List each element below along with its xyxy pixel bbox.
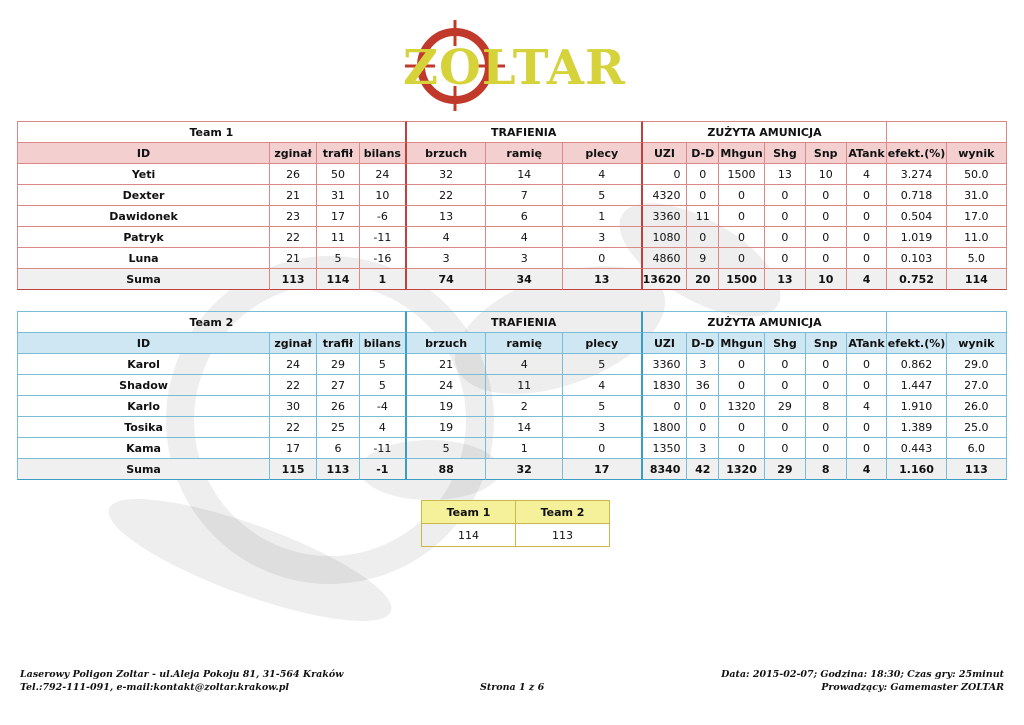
cell-d-d: 9 xyxy=(687,248,719,269)
cell-plecy: 4 xyxy=(563,164,643,185)
team1-header-row xyxy=(17,143,1007,164)
table-row xyxy=(17,354,1007,375)
footer-right xyxy=(721,668,1004,694)
cell-trafi-: 26 xyxy=(317,396,360,417)
team1-header-mhgun: Mhgun xyxy=(719,143,765,164)
cell-wynik: 11.0 xyxy=(947,227,1007,248)
team2-header-rami-: ramię xyxy=(486,333,563,354)
cell-atank: 0 xyxy=(847,375,888,396)
cell-zgina-: 22 xyxy=(270,375,317,396)
cell-wynik: 29.0 xyxy=(947,354,1007,375)
cell-brzuch: 21 xyxy=(407,354,487,375)
team2-header-trafi-: trafił xyxy=(317,333,360,354)
cell-d-d: 0 xyxy=(687,185,719,206)
cell-atank: 0 xyxy=(847,227,888,248)
result-table xyxy=(421,500,610,547)
cell-mhgun: 0 xyxy=(719,206,765,227)
cell-rami-: 1 xyxy=(486,438,563,459)
cell-trafi-: 31 xyxy=(317,185,360,206)
cell-d-d: 0 xyxy=(687,164,719,185)
cell-snp: 10 xyxy=(806,164,847,185)
cell-snp: 0 xyxy=(806,438,847,459)
cell-atank: 4 xyxy=(847,164,888,185)
team1-header-efekt-: efekt.(%) xyxy=(887,143,946,164)
cell-atank: 4 xyxy=(847,269,888,290)
player-id: Luna xyxy=(17,248,270,269)
cell-plecy: 3 xyxy=(563,227,643,248)
cell-snp: 8 xyxy=(806,459,847,480)
table-row xyxy=(17,417,1007,438)
cell-rami-: 6 xyxy=(486,206,563,227)
cell-efekt-: 1.389 xyxy=(887,417,946,438)
team1-header-plecy: plecy xyxy=(563,143,643,164)
cell-brzuch: 5 xyxy=(407,438,487,459)
cell-trafi-: 25 xyxy=(317,417,360,438)
cell-d-d: 3 xyxy=(687,438,719,459)
player-id: Dexter xyxy=(17,185,270,206)
cell-rami-: 11 xyxy=(486,375,563,396)
team2-header-atank: ATank xyxy=(847,333,888,354)
team2-title: Team 2 xyxy=(17,311,407,333)
cell-atank: 0 xyxy=(847,417,888,438)
cell-trafi-: 27 xyxy=(317,375,360,396)
cell-shg: 0 xyxy=(765,248,806,269)
cell-mhgun: 0 xyxy=(719,438,765,459)
cell-efekt-: 3.274 xyxy=(887,164,946,185)
cell-atank: 0 xyxy=(847,354,888,375)
cell-mhgun: 1500 xyxy=(719,269,765,290)
team2-header-mhgun: Mhgun xyxy=(719,333,765,354)
cell-trafi-: 11 xyxy=(317,227,360,248)
cell-zgina-: 23 xyxy=(270,206,317,227)
cell-wynik: 113 xyxy=(947,459,1007,480)
team1-ammo-group: ZUŻYTA AMUNICJA xyxy=(643,121,888,143)
team2-title-blank xyxy=(887,311,1007,333)
team1-sum-row xyxy=(17,269,1007,290)
team1-header-zgina-: zginał xyxy=(270,143,317,164)
cell-trafi-: 50 xyxy=(317,164,360,185)
cell-uzi: 1080 xyxy=(643,227,688,248)
cell-brzuch: 4 xyxy=(407,227,487,248)
team2-header-bilans: bilans xyxy=(360,333,407,354)
cell-zgina-: 22 xyxy=(270,227,317,248)
cell-wynik: 6.0 xyxy=(947,438,1007,459)
result-header-team2: Team 2 xyxy=(516,501,610,524)
team1-title: Team 1 xyxy=(17,121,407,143)
cell-bilans: 24 xyxy=(360,164,407,185)
cell-mhgun: 0 xyxy=(719,354,765,375)
cell-shg: 13 xyxy=(765,269,806,290)
cell-wynik: 114 xyxy=(947,269,1007,290)
cell-d-d: 11 xyxy=(687,206,719,227)
cell-zgina-: 21 xyxy=(270,248,317,269)
cell-brzuch: 19 xyxy=(407,417,487,438)
cell-mhgun: 0 xyxy=(719,185,765,206)
cell-wynik: 25.0 xyxy=(947,417,1007,438)
table-row xyxy=(17,164,1007,185)
team2-header-uzi: UZI xyxy=(643,333,688,354)
cell-brzuch: 32 xyxy=(407,164,487,185)
result-value-team2: 113 xyxy=(516,524,610,547)
team1-header-id: ID xyxy=(17,143,270,164)
zoltar-logo xyxy=(395,16,630,111)
player-id: Suma xyxy=(17,269,270,290)
cell-bilans: 5 xyxy=(360,354,407,375)
cell-efekt-: 1.447 xyxy=(887,375,946,396)
cell-plecy: 3 xyxy=(563,417,643,438)
cell-plecy: 5 xyxy=(563,396,643,417)
cell-rami-: 2 xyxy=(486,396,563,417)
table-row xyxy=(17,396,1007,417)
cell-shg: 29 xyxy=(765,396,806,417)
team2-header-id: ID xyxy=(17,333,270,354)
cell-rami-: 7 xyxy=(486,185,563,206)
cell-rami-: 3 xyxy=(486,248,563,269)
team1-header-d-d: D-D xyxy=(687,143,719,164)
team1-header-rami-: ramię xyxy=(486,143,563,164)
cell-bilans: -11 xyxy=(360,438,407,459)
team2-header-snp: Snp xyxy=(806,333,847,354)
cell-shg: 0 xyxy=(765,227,806,248)
cell-d-d: 36 xyxy=(687,375,719,396)
player-id: Kama xyxy=(17,438,270,459)
player-id: Dawidonek xyxy=(17,206,270,227)
cell-snp: 0 xyxy=(806,354,847,375)
cell-snp: 0 xyxy=(806,248,847,269)
cell-mhgun: 0 xyxy=(719,375,765,396)
cell-shg: 13 xyxy=(765,164,806,185)
cell-brzuch: 3 xyxy=(407,248,487,269)
cell-d-d: 0 xyxy=(687,227,719,248)
cell-rami-: 14 xyxy=(486,164,563,185)
cell-zgina-: 113 xyxy=(270,269,317,290)
team2-header-wynik: wynik xyxy=(947,333,1007,354)
team1-table xyxy=(17,121,1007,290)
cell-trafi-: 6 xyxy=(317,438,360,459)
cell-brzuch: 19 xyxy=(407,396,487,417)
cell-brzuch: 24 xyxy=(407,375,487,396)
cell-rami-: 14 xyxy=(486,417,563,438)
cell-wynik: 5.0 xyxy=(947,248,1007,269)
cell-trafi-: 114 xyxy=(317,269,360,290)
cell-atank: 0 xyxy=(847,438,888,459)
cell-plecy: 5 xyxy=(563,185,643,206)
table-row xyxy=(17,375,1007,396)
player-id: Karlo xyxy=(17,396,270,417)
team1-header-shg: Shg xyxy=(765,143,806,164)
player-id: Tosika xyxy=(17,417,270,438)
team1-title-blank xyxy=(887,121,1007,143)
team1-header-snp: Snp xyxy=(806,143,847,164)
logo-text: ZOLTAR xyxy=(403,40,626,96)
cell-rami-: 32 xyxy=(486,459,563,480)
table-row xyxy=(17,206,1007,227)
team1-header-wynik: wynik xyxy=(947,143,1007,164)
cell-snp: 0 xyxy=(806,417,847,438)
cell-plecy: 5 xyxy=(563,354,643,375)
cell-bilans: 4 xyxy=(360,417,407,438)
cell-mhgun: 0 xyxy=(719,417,765,438)
cell-mhgun: 1320 xyxy=(719,396,765,417)
cell-efekt-: 0.504 xyxy=(887,206,946,227)
cell-d-d: 0 xyxy=(687,417,719,438)
cell-mhgun: 0 xyxy=(719,248,765,269)
cell-snp: 10 xyxy=(806,269,847,290)
cell-uzi: 8340 xyxy=(643,459,688,480)
cell-trafi-: 5 xyxy=(317,248,360,269)
team2-header-efekt-: efekt.(%) xyxy=(887,333,946,354)
cell-uzi: 4320 xyxy=(643,185,688,206)
footer-address: Laserowy Poligon Zoltar - ul.Aleja Pokoju 81, 31-564 Kraków xyxy=(20,669,344,680)
cell-rami-: 4 xyxy=(486,354,563,375)
team1-header-atank: ATank xyxy=(847,143,888,164)
cell-plecy: 17 xyxy=(563,459,643,480)
cell-plecy: 0 xyxy=(563,438,643,459)
cell-shg: 0 xyxy=(765,206,806,227)
team1-header-uzi: UZI xyxy=(643,143,688,164)
cell-mhgun: 1500 xyxy=(719,164,765,185)
table-row xyxy=(17,185,1007,206)
cell-uzi: 0 xyxy=(643,164,688,185)
cell-trafi-: 17 xyxy=(317,206,360,227)
cell-efekt-: 0.752 xyxy=(887,269,946,290)
team2-sum-row xyxy=(17,459,1007,480)
cell-mhgun: 0 xyxy=(719,227,765,248)
team1-header-brzuch: brzuch xyxy=(407,143,487,164)
cell-zgina-: 24 xyxy=(270,354,317,375)
team2-header-plecy: plecy xyxy=(563,333,643,354)
cell-snp: 0 xyxy=(806,206,847,227)
cell-uzi: 1350 xyxy=(643,438,688,459)
cell-bilans: -6 xyxy=(360,206,407,227)
cell-bilans: 1 xyxy=(360,269,407,290)
cell-atank: 0 xyxy=(847,185,888,206)
cell-brzuch: 22 xyxy=(407,185,487,206)
footer-contact: Tel.:792-111-091, e-mail:kontakt@zoltar.krakow.pl xyxy=(20,682,289,693)
cell-snp: 0 xyxy=(806,375,847,396)
cell-uzi: 3360 xyxy=(643,206,688,227)
team2-table xyxy=(17,311,1007,480)
cell-efekt-: 1.910 xyxy=(887,396,946,417)
cell-trafi-: 29 xyxy=(317,354,360,375)
cell-atank: 4 xyxy=(847,396,888,417)
cell-zgina-: 21 xyxy=(270,185,317,206)
cell-atank: 0 xyxy=(847,248,888,269)
cell-bilans: -4 xyxy=(360,396,407,417)
cell-bilans: 10 xyxy=(360,185,407,206)
table-row xyxy=(17,438,1007,459)
cell-shg: 0 xyxy=(765,438,806,459)
player-id: Suma xyxy=(17,459,270,480)
cell-efekt-: 0.443 xyxy=(887,438,946,459)
table-row xyxy=(17,227,1007,248)
cell-rami-: 34 xyxy=(486,269,563,290)
cell-zgina-: 17 xyxy=(270,438,317,459)
cell-efekt-: 1.019 xyxy=(887,227,946,248)
cell-plecy: 13 xyxy=(563,269,643,290)
cell-zgina-: 26 xyxy=(270,164,317,185)
team2-ammo-group: ZUŻYTA AMUNICJA xyxy=(643,311,888,333)
cell-snp: 0 xyxy=(806,185,847,206)
cell-uzi: 4860 xyxy=(643,248,688,269)
cell-uzi: 1800 xyxy=(643,417,688,438)
team1-header-bilans: bilans xyxy=(360,143,407,164)
team1-hits-group: TRAFIENIA xyxy=(407,121,643,143)
footer-date: Data: 2015-02-07; Godzina: 18:30; Czas gry: 25minut xyxy=(721,669,1004,680)
cell-d-d: 42 xyxy=(687,459,719,480)
player-id: Karol xyxy=(17,354,270,375)
cell-shg: 0 xyxy=(765,354,806,375)
footer-page-number: Strona 1 z 6 xyxy=(480,682,545,693)
cell-wynik: 27.0 xyxy=(947,375,1007,396)
cell-uzi: 1830 xyxy=(643,375,688,396)
cell-efekt-: 0.862 xyxy=(887,354,946,375)
cell-uzi: 0 xyxy=(643,396,688,417)
cell-shg: 29 xyxy=(765,459,806,480)
team2-hits-group: TRAFIENIA xyxy=(407,311,643,333)
team2-header-shg: Shg xyxy=(765,333,806,354)
result-header-team1: Team 1 xyxy=(422,501,516,524)
cell-shg: 0 xyxy=(765,375,806,396)
cell-rami-: 4 xyxy=(486,227,563,248)
team2-header-d-d: D-D xyxy=(687,333,719,354)
cell-efekt-: 0.718 xyxy=(887,185,946,206)
table-row xyxy=(17,248,1007,269)
footer-host: Prowadzący: Gamemaster ZOLTAR xyxy=(821,682,1004,693)
cell-efekt-: 0.103 xyxy=(887,248,946,269)
cell-shg: 0 xyxy=(765,417,806,438)
cell-atank: 4 xyxy=(847,459,888,480)
cell-bilans: -16 xyxy=(360,248,407,269)
cell-wynik: 50.0 xyxy=(947,164,1007,185)
team1-header-trafi-: trafił xyxy=(317,143,360,164)
team2-header-row xyxy=(17,333,1007,354)
cell-bilans: -1 xyxy=(360,459,407,480)
cell-zgina-: 115 xyxy=(270,459,317,480)
cell-wynik: 31.0 xyxy=(947,185,1007,206)
cell-efekt-: 1.160 xyxy=(887,459,946,480)
footer-left xyxy=(20,668,343,694)
cell-wynik: 26.0 xyxy=(947,396,1007,417)
cell-atank: 0 xyxy=(847,206,888,227)
cell-plecy: 1 xyxy=(563,206,643,227)
cell-d-d: 0 xyxy=(687,396,719,417)
team2-header-brzuch: brzuch xyxy=(407,333,487,354)
cell-bilans: -11 xyxy=(360,227,407,248)
cell-plecy: 4 xyxy=(563,375,643,396)
cell-brzuch: 13 xyxy=(407,206,487,227)
cell-d-d: 20 xyxy=(687,269,719,290)
cell-brzuch: 88 xyxy=(407,459,487,480)
cell-snp: 8 xyxy=(806,396,847,417)
cell-mhgun: 1320 xyxy=(719,459,765,480)
cell-d-d: 3 xyxy=(687,354,719,375)
player-id: Yeti xyxy=(17,164,270,185)
result-value-team1: 114 xyxy=(422,524,516,547)
cell-uzi: 13620 xyxy=(643,269,688,290)
player-id: Shadow xyxy=(17,375,270,396)
cell-bilans: 5 xyxy=(360,375,407,396)
cell-wynik: 17.0 xyxy=(947,206,1007,227)
cell-zgina-: 30 xyxy=(270,396,317,417)
cell-trafi-: 113 xyxy=(317,459,360,480)
cell-snp: 0 xyxy=(806,227,847,248)
cell-uzi: 3360 xyxy=(643,354,688,375)
player-id: Patryk xyxy=(17,227,270,248)
cell-zgina-: 22 xyxy=(270,417,317,438)
cell-shg: 0 xyxy=(765,185,806,206)
cell-brzuch: 74 xyxy=(407,269,487,290)
team2-header-zgina-: zginał xyxy=(270,333,317,354)
cell-plecy: 0 xyxy=(563,248,643,269)
